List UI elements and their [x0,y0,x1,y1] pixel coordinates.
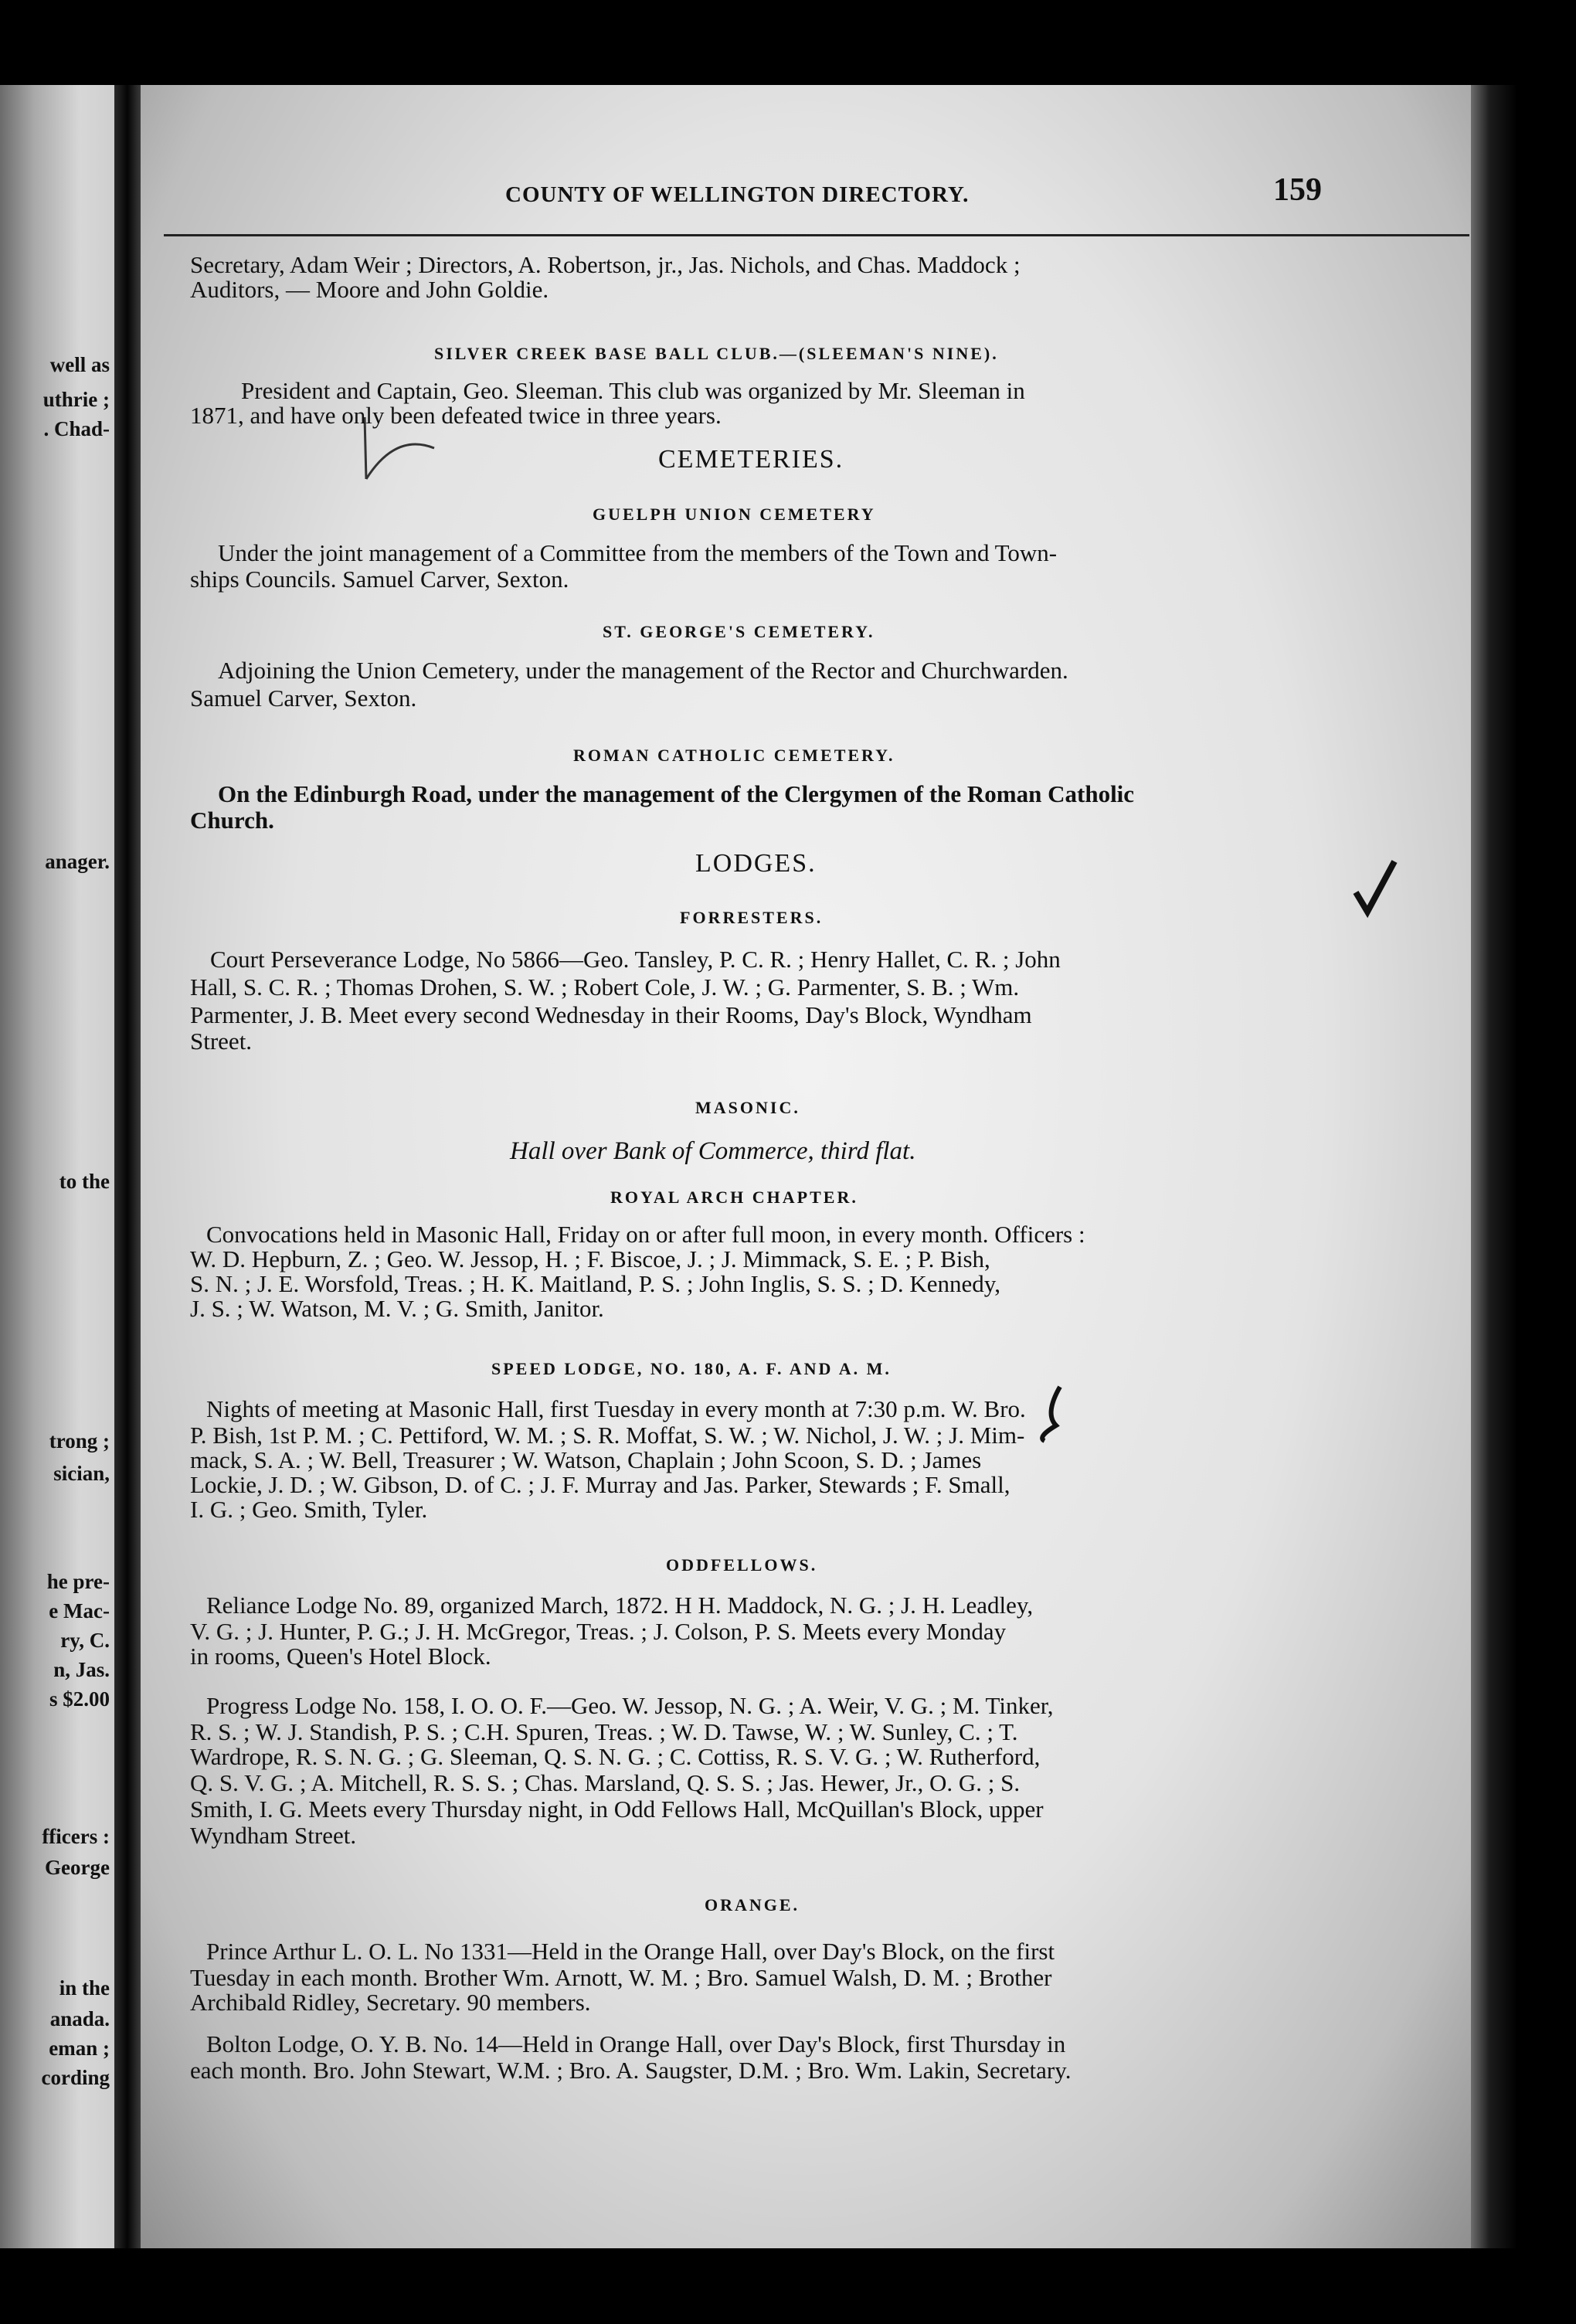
text-line: Samuel Carver, Sexton. [190,685,417,712]
section-subheading-italic: Hall over Bank of Commerce, third flat. [510,1137,916,1165]
text-line: Church. [190,807,274,834]
left-fragment: . Chad- [43,417,110,440]
text-line: mack, S. A. ; W. Bell, Treasurer ; W. Watson, Chaplain ; John Scoon, S. D. ; James [190,1446,982,1473]
text-line: I. G. ; Geo. Smith, Tyler. [190,1496,428,1523]
left-fragment: trong ; [49,1429,110,1452]
left-fragment: George [45,1856,110,1879]
left-fragment: ry, C. [60,1629,110,1652]
left-fragment: he pre- [46,1570,110,1593]
text-line: in rooms, Queen's Hotel Block. [190,1643,491,1670]
section-subheading: GUELPH UNION CEMETERY [593,505,876,524]
section-heading: LODGES. [695,849,817,878]
left-fragment: eman ; [49,2037,110,2060]
text-line: Convocations held in Masonic Hall, Friday on or after full moon, in every month. Officers : [206,1221,1085,1248]
left-fragment: cording [41,2066,110,2089]
left-fragment: anager. [45,850,110,873]
text-line: Nights of meeting at Masonic Hall, first Tuesday in every month at 7:30 p.m. W. Bro. [206,1395,1026,1422]
left-fragment: in the [59,1976,110,2000]
text-line: Wardrope, R. S. N. G. ; G. Sleeman, Q. S. N. G. ; C. Cottiss, R. S. V. G. ; W. Rutherford, [190,1743,1041,1770]
text-line: Secretary, Adam Weir ; Directors, A. Robertson, jr., Jas. Nichols, and Chas. Maddock ; [190,251,1021,278]
directory-page [141,85,1471,2248]
text-line: Progress Lodge No. 158, I. O. O. F.—Geo. W. Jessop, N. G. ; A. Weir, V. G. ; M. Tinker, [206,1692,1054,1719]
text-line: ships Councils. Samuel Carver, Sexton. [190,566,569,593]
text-line: Auditors, — Moore and John Goldie. [190,276,549,303]
text-line: 1871, and have only been defeated twice in three years. [190,402,722,429]
text-line: Lockie, J. D. ; W. Gibson, D. of C. ; J. F. Murray and Jas. Parker, Stewards ; F. Small, [190,1471,1010,1498]
text-line: S. N. ; J. E. Worsfold, Treas. ; H. K. Maitland, P. S. ; John Inglis, S. S. ; D. Kennedy, [190,1270,1000,1297]
text-line: Reliance Lodge No. 89, organized March, 1872. H H. Maddock, N. G. ; J. H. Leadley, [206,1592,1034,1619]
page-edge [1471,85,1517,2248]
section-subheading: FORRESTERS. [680,908,824,927]
text-line: On the Edinburgh Road, under the management of the Clergymen of the Roman Catholic [218,780,1135,807]
text-line: Archibald Ridley, Secretary. 90 members. [190,1989,591,2016]
section-subheading: SILVER CREEK BASE BALL CLUB.—(SLEEMAN'S NINE). [434,344,999,363]
text-line: Smith, I. G. Meets every Thursday night, in Odd Fellows Hall, McQuillan's Block, upper [190,1796,1044,1823]
section-heading: CEMETERIES. [658,445,844,474]
header-rule [164,234,1469,236]
book-gutter [114,85,141,2248]
left-fragment: to the [59,1170,110,1193]
text-line: Prince Arthur L. O. L. No 1331—Held in the Orange Hall, over Day's Block, on the first [206,1938,1055,1965]
text-line: Adjoining the Union Cemetery, under the management of the Rector and Churchwarden. [218,657,1068,684]
text-line: Q. S. V. G. ; A. Mitchell, R. S. S. ; Chas. Marsland, Q. S. S. ; Jas. Hewer, Jr., O. G. ; S. [190,1769,1021,1796]
left-fragment: uthrie ; [42,388,110,411]
section-subheading: ROYAL ARCH CHAPTER. [610,1187,858,1207]
text-line: V. G. ; J. Hunter, P. G.; J. H. McGregor, Treas. ; J. Colson, P. S. Meets every Monday [190,1618,1007,1645]
text-line: Court Perseverance Lodge, No 5866—Geo. Tansley, P. C. R. ; Henry Hallet, C. R. ; John [210,946,1061,973]
text-line: Under the joint management of a Committee from the members of the Town and Town- [218,539,1058,566]
left-fragment: n, Jas. [53,1658,110,1681]
section-subheading: SPEED LODGE, NO. 180, A. F. AND A. M. [491,1359,892,1378]
page-number: 159 [1273,172,1322,208]
section-subheading: ROMAN CATHOLIC CEMETERY. [573,746,895,765]
left-fragment: well as [49,353,110,376]
pencil-tick-mark [1352,858,1398,919]
running-header: COUNTY OF WELLINGTON DIRECTORY. [505,182,970,207]
section-subheading: ST. GEORGE'S CEMETERY. [603,622,875,641]
section-subheading: ORANGE. [705,1895,800,1915]
ink-flourish-mark [1029,1383,1075,1445]
left-fragment: e Mac- [49,1599,110,1622]
text-line: President and Captain, Geo. Sleeman. This club was organized by Mr. Sleeman in [241,377,1025,404]
text-line: Tuesday in each month. Brother Wm. Arnott, W. M. ; Bro. Samuel Walsh, D. M. ; Brother [190,1964,1052,1991]
left-fragment: s $2.00 [49,1687,110,1711]
text-line: R. S. ; W. J. Standish, P. S. ; C.H. Spuren, Treas. ; W. D. Tawse, W. ; W. Sunley, C. ; T. [190,1718,1018,1745]
left-page-fragment [0,85,114,2248]
text-line: each month. Bro. John Stewart, W.M. ; Bro. A. Saugster, D.M. ; Bro. Wm. Lakin, Secretary. [190,2057,1072,2084]
text-line: J. S. ; W. Watson, M. V. ; G. Smith, Janitor. [190,1295,604,1322]
text-line: P. Bish, 1st P. M. ; C. Pettiford, W. M. ; S. R. Moffat, S. W. ; W. Nichol, J. W. ; J. Mim- [190,1422,1025,1449]
text-line: Bolton Lodge, O. Y. B. No. 14—Held in Orange Hall, over Day's Block, first Thursday in [206,2030,1066,2057]
section-subheading: ODDFELLOWS. [666,1555,818,1575]
left-fragment: fficers : [42,1825,110,1848]
text-line: Street. [190,1028,253,1055]
text-line: Parmenter, J. B. Meet every second Wednesday in their Rooms, Day's Block, Wyndham [190,1001,1032,1028]
section-subheading: MASONIC. [695,1098,800,1117]
left-fragment: sician, [53,1462,110,1485]
text-line: W. D. Hepburn, Z. ; Geo. W. Jessop, H. ; F. Biscoe, J. ; J. Mimmack, S. E. ; P. Bish, [190,1245,990,1272]
left-fragment: anada. [49,2007,110,2030]
text-line: Hall, S. C. R. ; Thomas Drohen, S. W. ; Robert Cole, J. W. ; G. Parmenter, S. B. ; Wm. [190,973,1020,1001]
text-line: Wyndham Street. [190,1822,357,1849]
